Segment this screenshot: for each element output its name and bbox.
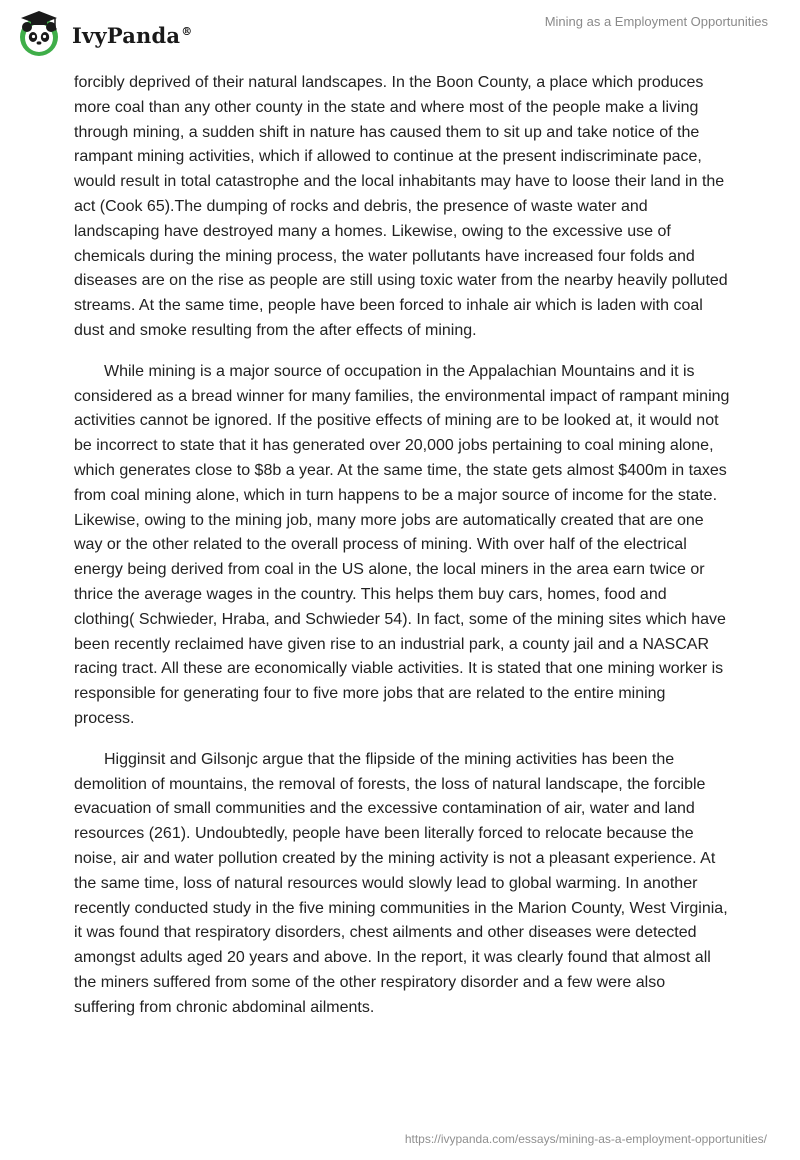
- paragraph: forcibly deprived of their natural landscapes. In the Boon County, a place which produces more coal than any other county in the state and where most of the people make a living through mining, a sudden shift in nature has caused them to sit up and take notice of the rampant mining activities, which if allowed to continue at the present indiscriminate pace, would result in total catastrophe and the local inhabitants may have to loose their land in the act (Cook 65).The dumping of rocks and debris, the presence of waste water and landscaping have destroyed many a homes. Likewise, owing to the excessive use of chemicals during the mining process, the water pollutants have increased four folds and diseases are on the rise as people are still using toxic water from the nearby heavily polluted streams. At the same time, people have been forced to inhale air which is laden with coal dust and smoke resulting from the after effects of mining.: [74, 74, 728, 339]
- registered-mark: ®: [181, 24, 193, 38]
- page-header: [0, 0, 800, 64]
- essay-body: [74, 71, 730, 1036]
- panda-graduate-icon: [14, 8, 64, 58]
- paragraph: Higginsit and Gilsonjc argue that the flipside of the mining activities has been the demolition of mountains, the removal of forests, the loss of natural landscape, the forcible evacuation of small communities and the excessive contamination of air, water and land resources (261). Undoubtedly, people have been literally forced to relocate because the noise, air and water pollution created by the mining activity is not a pleasant experience. At the same time, loss of natural resources would slowly lead to global warming. In another recently conducted study in the five mining communities in the Marion County, West Virginia, it was found that respiratory disorders, chest ailments and other diseases were detected amongst adults aged 20 years and above. In the report, it was clearly found that almost all the miners suffered from some of the other respiratory disorder and a few were also suffering from chronic abdominal ailments.: [74, 750, 728, 1016]
- document-title: Mining as a Employment Opportunities: [544, 14, 768, 29]
- source-url[interactable]: https://ivypanda.com/essays/mining-as-a-employment-opportunities/: [404, 1132, 767, 1146]
- brand-name: IvyPanda®: [72, 22, 193, 48]
- ivypanda-logo[interactable]: [14, 8, 192, 58]
- paragraph: While mining is a major source of occupation in the Appalachian Mountains and it is considered as a bread winner for many families, the environmental impact of rampant mining activities cannot be ignored. If the positive effects of mining are to be looked at, it would not be incorrect to state that it has generated over 20,000 jobs pertaining to coal mining alone, which generates close to $8b a year. At the same time, the state gets almost $400m in taxes from coal mining alone, which in turn happens to be a major source of income for the state. Likewise, owing to the mining job, many more jobs are automatically created that are one way or the other related to the overall process of mining. With over half of the electrical energy being derived from coal in the US alone, the local miners in the area earn twice or thrice the average wages in the country. This helps them buy cars, homes, food and clothing( Schwieder, Hraba, and Schwieder 54). In fact, some of the mining sites which have been recently reclaimed have given rise to an industrial park, a county jail and a NASCAR racing tract. All these are economically viable activities. It is stated that one mining worker is responsible for generating four to five more jobs that are related to the entire mining process.: [74, 362, 730, 727]
